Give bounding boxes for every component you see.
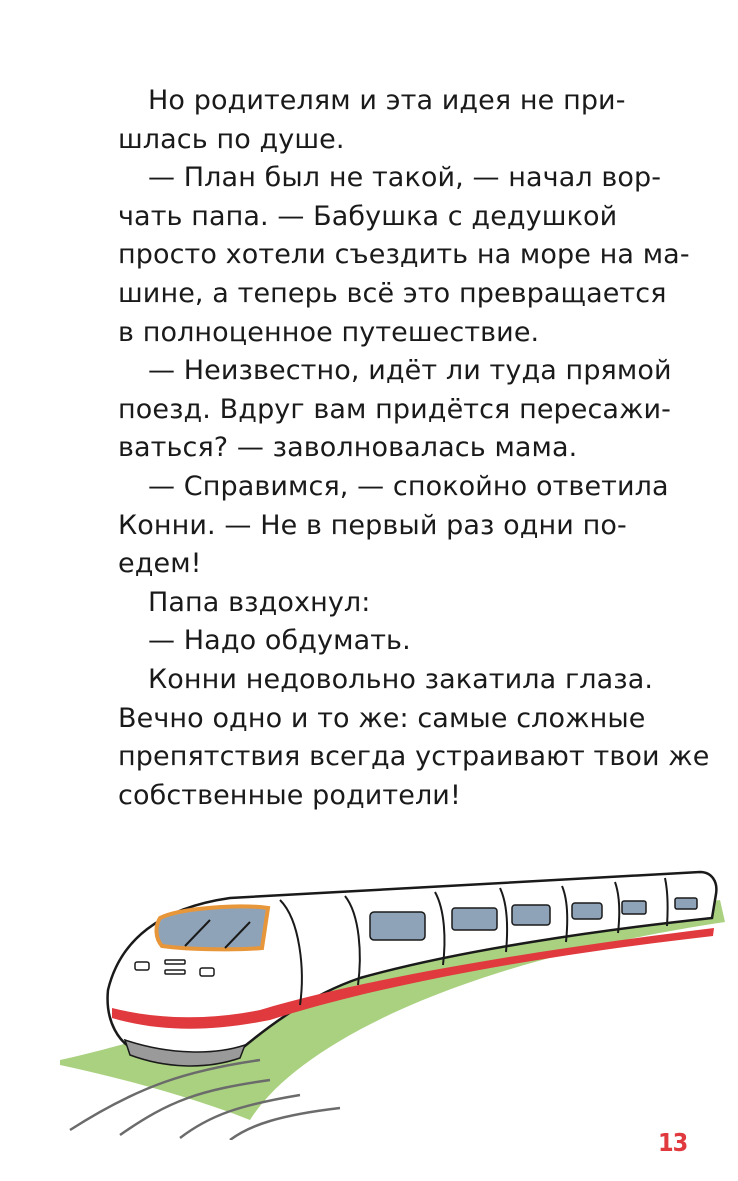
text-line: Вечно одно и то же: самые сложные (118, 702, 646, 734)
text-line: поезд. Вдруг вам придётся пересажи- (118, 393, 671, 425)
text-line: собственные родители! (118, 779, 461, 811)
text-line: Конни. — Не в первый раз одни по- (118, 509, 627, 541)
text-line: Но родителям и эта идея не при- (148, 85, 626, 116)
train-body-shape (108, 872, 717, 1060)
page-number: 13 (658, 1128, 688, 1157)
windshield-shape (156, 906, 268, 949)
text-line: — Надо обдумать. (148, 625, 411, 657)
text-line: Папа вздохнул: (148, 586, 371, 618)
text-line: Конни недовольно закатила глаза. (148, 663, 654, 695)
text-line: просто хотели съездить на море на ма- (118, 239, 690, 271)
text-line: шине, а теперь всё это превращается (118, 277, 667, 309)
train-illustration (0, 860, 738, 1140)
story-text (118, 82, 710, 815)
text-line: чать папа. — Бабушка с дедушкой (118, 200, 618, 232)
text-line: едем! (118, 548, 202, 580)
text-line: — План был не такой, — начал вор- (148, 162, 662, 194)
text-line: — Справимся, — спокойно ответила (148, 470, 669, 502)
text-line: препятствия всегда устраивают твои же (118, 741, 710, 773)
text-line: шлась по душе. (118, 123, 345, 155)
text-line: в полноценное путешествие. (118, 316, 540, 348)
text-line: ваться? — заволновалась мама. (118, 432, 578, 464)
text-line: — Неизвестно, идёт ли туда прямой (148, 355, 672, 387)
